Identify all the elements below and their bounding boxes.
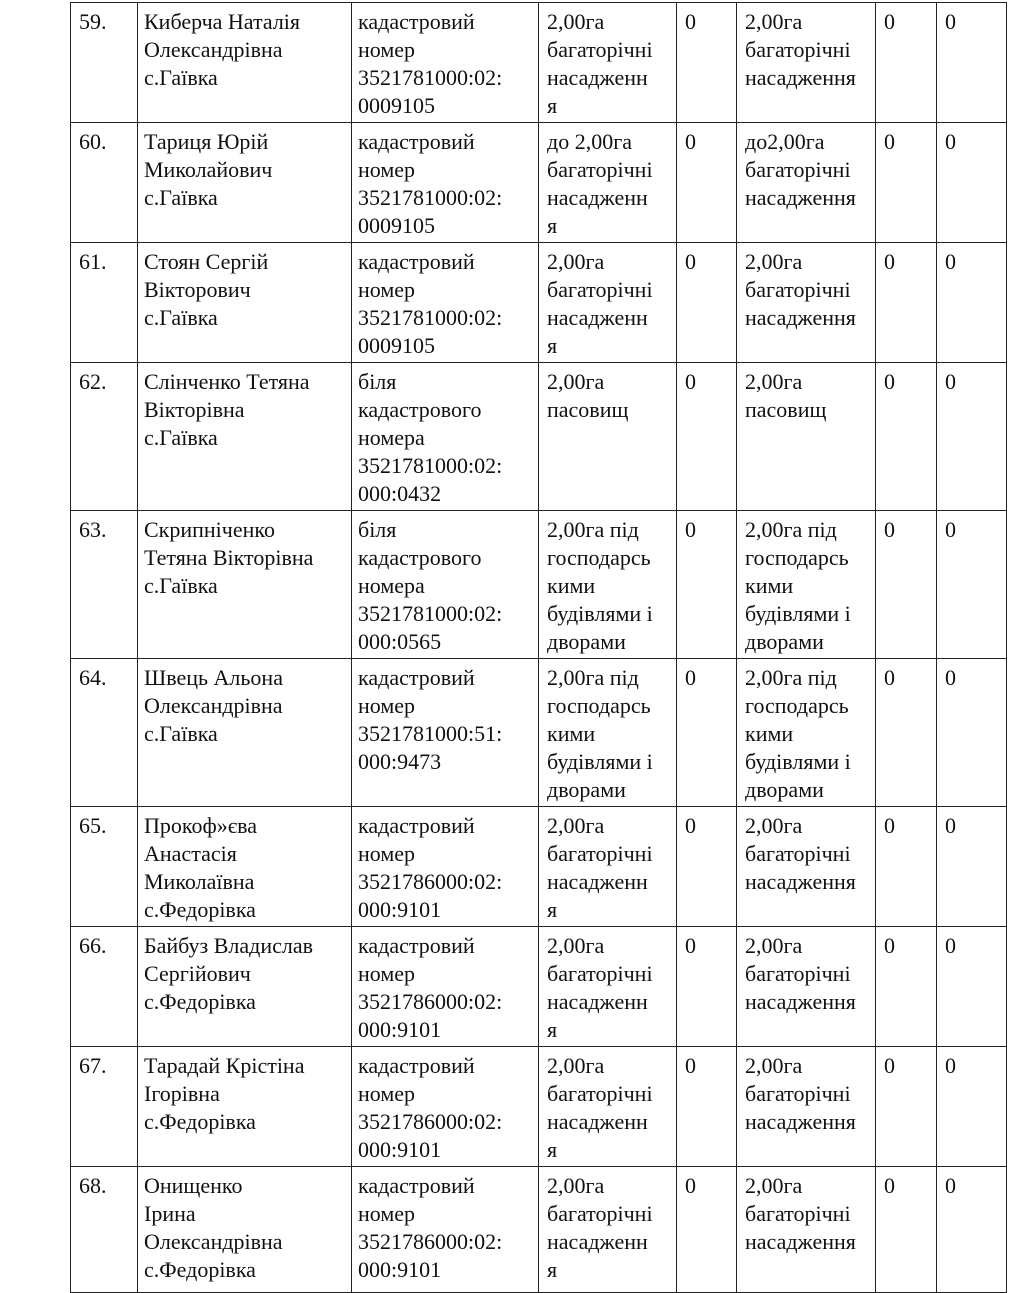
zero-value-cell: 0: [677, 3, 737, 123]
allocated-area-cell: 2,00га під господарсь кими будівлями і дворами: [737, 511, 876, 659]
cadastral-number-cell: біля кадастрового номера 3521781000:02: 000:0565: [352, 511, 539, 659]
row-number-cell: 65.: [71, 807, 138, 927]
row-number-cell: 67.: [71, 1047, 138, 1167]
zero-value-cell: 0: [876, 363, 937, 511]
allocated-area-cell: 2,00га багаторічні насадження: [737, 1167, 876, 1293]
row-number-cell: 60.: [71, 123, 138, 243]
cadastral-number-cell: кадастровий номер 3521786000:02: 000:9101: [352, 927, 539, 1047]
row-number-cell: 63.: [71, 511, 138, 659]
zero-value-cell: 0: [876, 511, 937, 659]
zero-value-cell: 0: [677, 807, 737, 927]
allocated-area-cell: 2,00га багаторічні насадження: [737, 807, 876, 927]
allocated-area-cell: 2,00га пасовищ: [737, 363, 876, 511]
zero-value-cell: 0: [677, 659, 737, 807]
table-row: [71, 123, 1007, 243]
row-number-cell: 59.: [71, 3, 138, 123]
table-row: [71, 3, 1007, 123]
zero-value-cell: 0: [876, 243, 937, 363]
table-row: [71, 927, 1007, 1047]
allocated-area-cell: 2,00га багаторічні насадження: [737, 1047, 876, 1167]
requested-area-cell: до 2,00га багаторічні насадженн я: [539, 123, 677, 243]
zero-value-cell: 0: [937, 1047, 1007, 1167]
zero-value-cell: 0: [677, 511, 737, 659]
applicant-name-cell: Тарадай Крістіна Ігорівна с.Федорівка: [138, 1047, 352, 1167]
applicant-name-cell: Швець Альона Олександрівна с.Гаївка: [138, 659, 352, 807]
cadastral-number-cell: кадастровий номер 3521781000:51: 000:9473: [352, 659, 539, 807]
requested-area-cell: 2,00га багаторічні насадженн я: [539, 1047, 677, 1167]
land-allocation-table: [70, 2, 1007, 1293]
zero-value-cell: 0: [876, 927, 937, 1047]
zero-value-cell: 0: [876, 1047, 937, 1167]
zero-value-cell: 0: [677, 123, 737, 243]
cadastral-number-cell: кадастровий номер 3521781000:02: 0009105: [352, 243, 539, 363]
zero-value-cell: 0: [937, 243, 1007, 363]
cadastral-number-cell: біля кадастрового номера 3521781000:02: 000:0432: [352, 363, 539, 511]
zero-value-cell: 0: [937, 123, 1007, 243]
row-number-cell: 64.: [71, 659, 138, 807]
applicant-name-cell: Байбуз Владислав Сергійович с.Федорівка: [138, 927, 352, 1047]
applicant-name-cell: Слінченко Тетяна Вікторівна с.Гаївка: [138, 363, 352, 511]
applicant-name-cell: Онищенко Ірина Олександрівна с.Федорівка: [138, 1167, 352, 1293]
zero-value-cell: 0: [937, 807, 1007, 927]
zero-value-cell: 0: [876, 659, 937, 807]
zero-value-cell: 0: [876, 1167, 937, 1293]
zero-value-cell: 0: [937, 659, 1007, 807]
zero-value-cell: 0: [677, 243, 737, 363]
requested-area-cell: 2,00га багаторічні насадженн я: [539, 927, 677, 1047]
table-row: [71, 243, 1007, 363]
requested-area-cell: 2,00га багаторічні насадженн я: [539, 1167, 677, 1293]
zero-value-cell: 0: [937, 3, 1007, 123]
applicant-name-cell: Прокоф»єва Анастасія Миколаївна с.Федорівка: [138, 807, 352, 927]
cadastral-number-cell: кадастровий номер 3521786000:02: 000:9101: [352, 1167, 539, 1293]
row-number-cell: 61.: [71, 243, 138, 363]
cadastral-number-cell: кадастровий номер 3521786000:02: 000:9101: [352, 807, 539, 927]
cadastral-number-cell: кадастровий номер 3521781000:02: 0009105: [352, 3, 539, 123]
table-row: [71, 807, 1007, 927]
zero-value-cell: 0: [677, 1047, 737, 1167]
zero-value-cell: 0: [876, 807, 937, 927]
zero-value-cell: 0: [937, 1167, 1007, 1293]
table-row: [71, 363, 1007, 511]
table-row: [71, 1047, 1007, 1167]
requested-area-cell: 2,00га під господарсь кими будівлями і дворами: [539, 659, 677, 807]
zero-value-cell: 0: [677, 927, 737, 1047]
zero-value-cell: 0: [876, 3, 937, 123]
applicant-name-cell: Стоян Сергій Вікторович с.Гаївка: [138, 243, 352, 363]
applicant-name-cell: Тариця Юрій Миколайович с.Гаївка: [138, 123, 352, 243]
allocated-area-cell: 2,00га під господарсь кими будівлями і дворами: [737, 659, 876, 807]
allocated-area-cell: до2,00га багаторічні насадження: [737, 123, 876, 243]
zero-value-cell: 0: [876, 123, 937, 243]
row-number-cell: 68.: [71, 1167, 138, 1293]
applicant-name-cell: Скрипніченко Тетяна Вікторівна с.Гаївка: [138, 511, 352, 659]
requested-area-cell: 2,00га пасовищ: [539, 363, 677, 511]
zero-value-cell: 0: [937, 511, 1007, 659]
zero-value-cell: 0: [677, 363, 737, 511]
requested-area-cell: 2,00га під господарсь кими будівлями і дворами: [539, 511, 677, 659]
allocated-area-cell: 2,00га багаторічні насадження: [737, 3, 876, 123]
table-row: [71, 659, 1007, 807]
table-row: [71, 1167, 1007, 1293]
requested-area-cell: 2,00га багаторічні насадженн я: [539, 243, 677, 363]
applicant-name-cell: Киберча Наталія Олександрівна с.Гаївка: [138, 3, 352, 123]
zero-value-cell: 0: [937, 363, 1007, 511]
table-row: [71, 511, 1007, 659]
requested-area-cell: 2,00га багаторічні насадженн я: [539, 807, 677, 927]
row-number-cell: 66.: [71, 927, 138, 1047]
row-number-cell: 62.: [71, 363, 138, 511]
allocated-area-cell: 2,00га багаторічні насадження: [737, 927, 876, 1047]
allocated-area-cell: 2,00га багаторічні насадження: [737, 243, 876, 363]
requested-area-cell: 2,00га багаторічні насадженн я: [539, 3, 677, 123]
cadastral-number-cell: кадастровий номер 3521781000:02: 0009105: [352, 123, 539, 243]
zero-value-cell: 0: [937, 927, 1007, 1047]
cadastral-number-cell: кадастровий номер 3521786000:02: 000:9101: [352, 1047, 539, 1167]
zero-value-cell: 0: [677, 1167, 737, 1293]
